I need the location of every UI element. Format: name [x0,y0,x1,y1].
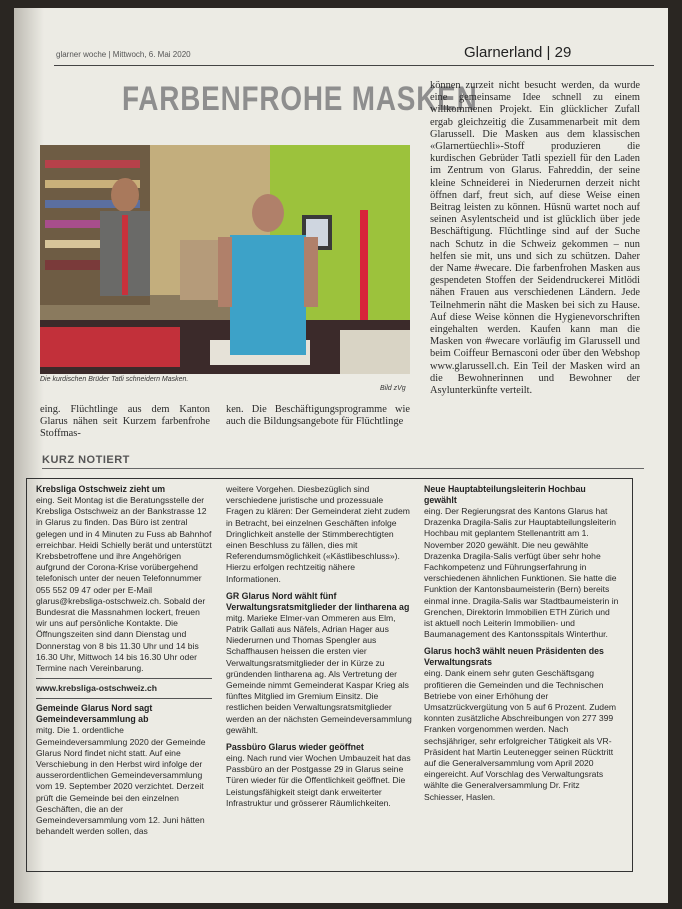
krebsliga-link[interactable]: www.krebsliga-ostschweiz.ch [36,683,157,694]
glarus-hoch3-body: eing. Dank einem sehr guten Geschäftsgang profitieren die Gemeinden und die Technischen Betriebe von einer Erhöhung der Umsatzrückvergütung von 5 auf 6 Prozent. Zudem konnten zusätzliche Abschreibungen von 277 399 Franken vorgenommen werden. Nach sechsjähriger, sehr erfolgreicher Tätigkeit als VR-Präsident hat Martin Leutenegger seinen Rücktritt auf die Generalversammlung vom April 2020 eingereicht. Auf Vorschlag des Verwaltungsrats wählte die Generalversammlung Dr. Fritz Schiesser, Haslen. [424,668,617,802]
page-number: 29 [554,44,572,61]
passbuero-body: eing. Nach rund vier Wochen Umbauzeit hat das Passbüro an der Postgasse 29 in Glarus seine Türen wieder für die Öffentlichkeit geöffnet. Die Leistungsfähigkeit steigt dank erweiterter Infrastruktur und grösserer Räumlichkeiten. [226,753,411,808]
photo-illustration [40,145,410,374]
passbuero-title: Passbüro Glarus wieder geöffnet [226,742,364,753]
kurz-notiert-rule [42,468,644,469]
krebsliga-title: Krebsliga Ostschweiz zieht um [36,484,166,494]
kurz-column-2 [226,484,412,809]
gemeinde-title: Gemeinde Glarus Nord sagt Gemeindeversammlung ab [36,703,153,725]
hochbau-body: eing. Der Regierungsrat des Kantons Glarus hat Drazenka Dragila-Salis zur Hauptabteilungsleiterin Hochbau mit geplantem Stellenantritt am 1. November 2020 gewählt. Die neu gewählte Drazenka Dragila-Salis verfügt über sehr hohe Fachkompetenz und Führungserfahrung in verschiedenen ähnlichen Funktionen. Sie hatte die Funktion der Kantonsbaumeisterin (Bern) bereits einmal inne. Dragila-Salis war Stadtbaumeisterin in Grenchen, Direktorin Immobilien ETH Zürich und ist aktuell noch Leiterin Immobilien- und Baumanagement des Kantonsspitals Winterthur. [424,506,619,640]
photo-caption: Die kurdischen Brüder Tatli schneidern Masken. [40,376,189,383]
section-header: Glarnerland | 29 [464,44,572,61]
kurz-notiert-heading: KURZ NOTIERT [42,454,130,466]
article-photo [40,145,410,374]
article-column-3: können zurzeit nicht besucht werden, da wurde eine gemeinsame Idee schnell zu einem willkommenen Projekt. Ein glücklicher Zufall ergab gleichzeitig die Zusammenarbeit mit dem Glarussell. Die Masken aus dem klassischen «Glarnertüechli»-Stoff produzieren die kurdischen Gebrüder Tatli speziell für den Laden im Zentrum von Glarus. Fahreddin, der seine kleine Schneiderei in Niederurnen derzeit nicht öffnen darf, freut sich, auf diese Weise einen Beitrag leisten zu können. Hüsnü wartet noch auf seinen Asylentscheid und ist glücklich über jede Beschäftigung. Flüchtlinge sind auf der Suche nach Schutz in die Schweiz gekommen – nun helfen sie mit, uns und sich zu schützen. Daher der Name #wecare. Die farbenfrohen Masken aus gespendeten Stoffen der Seidendruckerei Mitlödi nähen Frauen aus verschiedenen Ländern. Jede Teilnehmerin näht die Masken bei sich zu Hause. Auf diese Weise können die Hygienevorschriften eingehalten werden. Kaufen kann man die Masken von #wecare vorläufig im Glarussell und beim Coiffeur Bernasconi oder über den Webshop www.glarussell.ch. Ein Teil der Masken wird an die Bewohnerinnen und Bewohner der Asylunterkünfte verteilt. [430,80,640,397]
photo-credit: Bild zVg [380,385,406,392]
kurz-column-3 [424,484,620,803]
header-rule [54,65,654,66]
krebsliga-body: eing. Seit Montag ist die Beratungsstelle der Krebsliga Ostschweiz an der Bankstrasse 12 in Glarus zu finden. Das Büro ist zentral gelegen und in 4 Minuten zu Fuss ab Bahnhof erreichbar. Heidi Schielly berät und unterstützt Krebsbetroffene und ihre Angehörigen aufgrund der Corona-Krise vorübergehend telefonisch unter der neuen Telefonnummer 055 552 09 47 oder per E-Mail glarus@krebsliga-ostschweiz.ch. Sobald der Bundesrat die Massnahmen lockert, freuen wir uns auf persönliche Kontakte. Die Öffnungszeiten sind dann Dienstag und Donnerstag von 8 bis 11.30 Uhr und 14 bis 16.30 Uhr, Mittwoch 14 bis 16.30 Uhr oder Termine nach Vereinbarung. [36,495,212,674]
kurz-column-1 [36,484,212,837]
hochbau-title: Neue Hauptabteilungsleiterin Hochbau gewählt [424,484,586,505]
gemeinde-body-continued: weitere Vorgehen. Diesbezüglich sind verschiedene juristische und prozessuale Fragen zu klären: Der Gemeinderat zieht zudem in Betracht, bei einzelnen Geschäften infolge Dringlichkeit anstelle der Stimmberechtigten einen Beschluss zu fällen, dies mit Referendumsmöglichkeit («Kästlibeschluss»). Hierzu erfolgen rechtzeitig nähere Informationen. [226,484,410,584]
gemeinde-body: mitg. Die 1. ordentliche Gemeindeversammlung 2020 der Gemeinde Glarus Nord findet nicht statt. Auf eine Verschiebung in den Herbst wird infolge der ausserordentlichen Gemeindeversammlung vom 19. September 2020 verzichtet. Derzeit prüft die Gemeinde bei den einzelnen Geschäften, die an der Gemeindeversammlung vom 12. Juni hätten behandelt werden sollen, das [36,725,206,837]
glarus-hoch3-title: Glarus hoch3 wählt neuen Präsidenten des Verwaltungsrats [424,646,604,668]
gr-body: mitg. Marieke Elmer-van Ommeren aus Elm, Patrik Gallati aus Näfels, Adrian Hager aus Niederurnen und Thomas Spengler aus Schaffhausen heissen die ersten vier Verwaltungsratsmitglieder der in Kürze zu gründenden lintharena ag. Als Vertretung der Gemeinde nimmt Gemeinderat Kaspar Krieg als fünftes Mitglied im Gremium Einsitz. Die restlichen beiden Verwaltungsratsmitglieder werden an der nächsten Gemeindeversammlung gewählt. [226,612,412,735]
article-column-2: ken. Die Beschäftigungsprogramme wie auch die Bildungsangebote für Flüchtlinge [226,404,410,428]
publication-header: glarner woche | Mittwoch, 6. Mai 2020 [56,50,191,59]
divider [36,698,212,699]
gr-title: GR Glarus Nord wählt fünf Verwaltungsratsmitglieder der lintharena ag [226,590,410,612]
article-title: FARBENFROHE MASKEN [122,80,478,118]
newspaper-page [14,8,668,903]
section-name: Glarnerland [464,44,543,61]
divider [36,678,212,679]
article-column-1: eing. Flüchtlinge aus dem Kanton Glarus nähen seit Kurzem farbenfrohe Stoffmas- [40,404,210,440]
